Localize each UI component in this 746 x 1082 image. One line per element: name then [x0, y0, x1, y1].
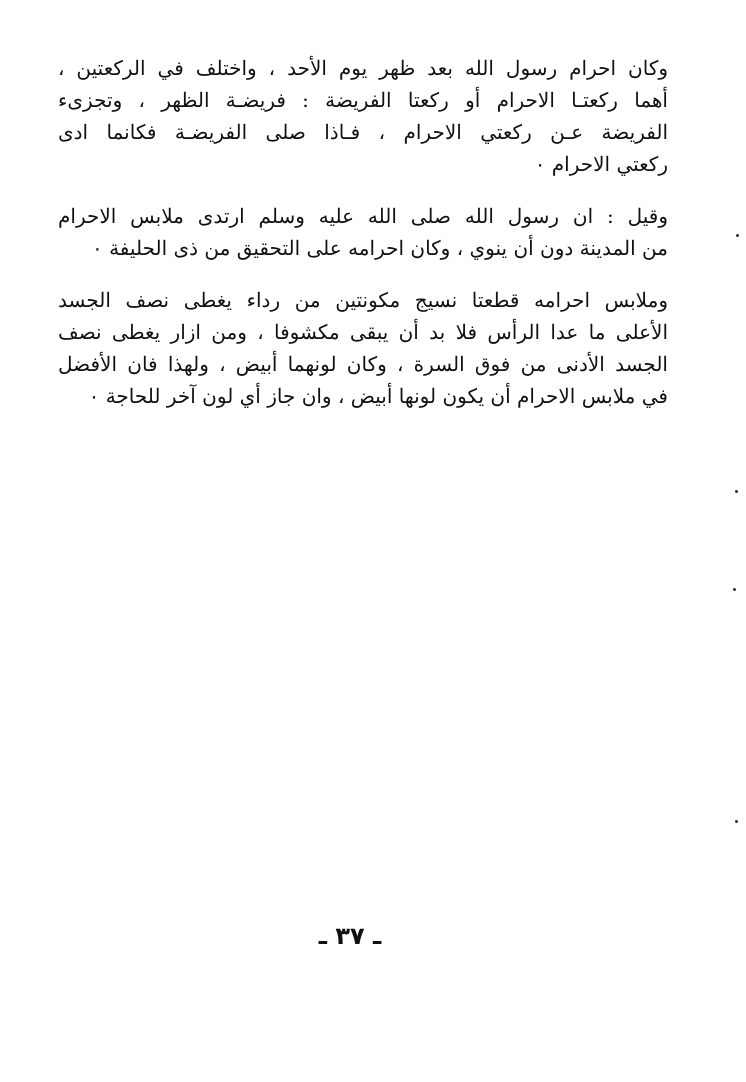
page-number: ـ ٣٧ ـ: [318, 922, 382, 950]
scan-speck: [733, 588, 736, 591]
paragraph-ihram-clothing-description: [58, 284, 668, 412]
scan-speck: [735, 820, 738, 823]
paragraph-line: وقيل : ان رسول الله صلى الله عليه وسلم ارتدى ملابس الاحرام: [58, 204, 668, 228]
paragraph-ihram-garments-medina: [58, 200, 668, 264]
paragraph-line: أهما ركعتـا الاحرام أو ركعتا الفريضة : فريضـة الظهر ، وتجزىء: [58, 88, 668, 112]
paragraph-line: في ملابس الاحرام أن يكون لونها أبيض ، وان جاز أي لون آخر للحاجة ٠: [88, 384, 668, 408]
paragraph-line: الجسد الأدنى من فوق السرة ، وكان لونهما أبيض ، ولهذا فان الأفضل: [58, 352, 668, 376]
paragraph-line: وكان احرام رسول الله بعد ظهر يوم الأحد ، واختلف في الركعتين ،: [58, 56, 668, 80]
paragraph-line: الأعلى ما عدا الرأس فلا بد أن يبقى مكشوفا ، ومن ازار يغطى نصف: [58, 320, 668, 344]
paragraph-line: وملابس احرامه قطعتا نسيج مكونتين من رداء يغطى نصف الجسد: [58, 288, 668, 312]
paragraph-line: ركعتي الاحرام ٠: [534, 152, 668, 176]
paragraph-ihram-timing: [58, 52, 668, 180]
paragraph-line: الفريضة عـن ركعتي الاحرام ، فـاذا صلى الفريضـة فكانما ادى: [58, 120, 668, 144]
scan-speck: [736, 234, 739, 237]
scan-speck: [735, 490, 738, 493]
paragraph-line: من المدينة دون أن ينوي ، وكان احرامه على التحقيق من ذى الحليفة ٠: [91, 236, 668, 260]
